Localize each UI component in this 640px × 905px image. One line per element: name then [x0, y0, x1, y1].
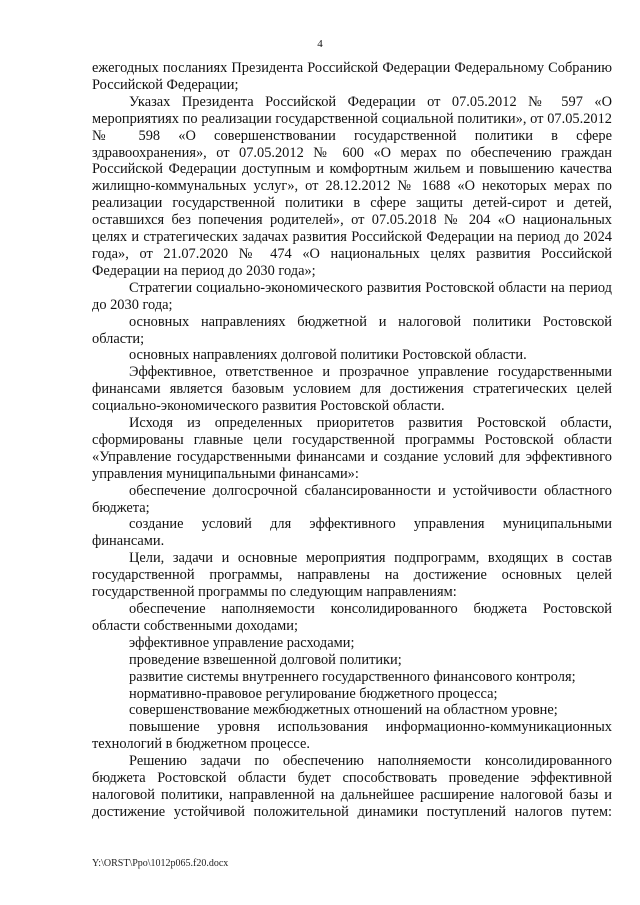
footer-file-path: Y:\ORST\Ppo\1012p065.f20.docx	[92, 858, 229, 869]
paragraph: основных направлениях долговой политики Ростовской области.	[129, 347, 527, 364]
paragraph: Цели, задачи и основные мероприятия подпрограмм, входящих в состав государственной программы, направлены на достижение основных целей государственной программы по следующим направлениям:	[92, 550, 612, 601]
paragraph: Указах Президента Российской Федерации от 07.05.2012 № 597 «О мероприятиях по реализации государственной социальной политики», от 07.05.2012 № 598 «О совершенствовании государственной политики в сфере здравоохранения», от 07.05.2012 № 600 «О мерах по обеспечению граждан Российской Федерации доступным и комфортным жильем и повышению качества жилищно-коммунальных услуг», от 28.12.2012 № 1688 «О некоторых мерах по реализации государственной политики в сфере защиты детей-сирот и детей, оставшихся без попечения родителей», от 07.05.2018 № 204 «О национальных целях и стратегических задачах развития Российской Федерации на период до 2024 года», от 21.07.2020 № 474 «О национальных целях развития Российской Федерации на период до 2030 года»;	[92, 93, 612, 279]
paragraph: проведение взвешенной долговой политики;	[129, 651, 402, 668]
paragraph: совершенствование межбюджетных отношений на областном уровне;	[129, 702, 558, 719]
paragraph: основных направлениях бюджетной и налоговой политики Ростовской области;	[92, 313, 612, 347]
paragraph: Исходя из определенных приоритетов развития Ростовской области, сформированы главные цели государственной программы Ростовской области «Управление государственными финансами и создание условий для эффективного управления муниципальными финансами»:	[92, 415, 612, 482]
paragraph: обеспечение наполняемости консолидированного бюджета Ростовской области собственными доходами;	[92, 601, 612, 634]
page-number: 4	[317, 38, 323, 50]
paragraph: создание условий для эффективного управления муниципальными финансами.	[92, 516, 612, 550]
paragraph: нормативно-правовое регулирование бюджетного процесса;	[129, 685, 498, 702]
paragraph: эффективное управление расходами;	[129, 634, 355, 651]
paragraph: Решению задачи по обеспечению наполняемости консолидированного бюджета Ростовской области будет способствовать проведение эффективной налоговой политики, направленной на дальнейшее расширение налоговой базы и достижение устойчивой положительной динамики поступлений налогов путем:	[92, 753, 612, 820]
paragraph: обеспечение долгосрочной сбалансированности и устойчивости областного бюджета;	[92, 482, 612, 516]
body-text	[92, 60, 612, 821]
paragraph: развитие системы внутреннего государственного финансового контроля;	[129, 668, 576, 685]
paragraph: Эффективное, ответственное и прозрачное управление государственными финансами является базовым условием для достижения стратегических целей социально-экономического развития Ростовской области.	[92, 364, 612, 415]
paragraph: ежегодных посланиях Президента Российской Федерации Федеральному Собранию Российской Федерации;	[92, 60, 612, 93]
paragraph: повышение уровня использования информационно-коммуникационных технологий в бюджетном процессе.	[92, 719, 612, 753]
paragraph: Стратегии социально-экономического развития Ростовской области на период до 2030 года;	[92, 279, 612, 313]
